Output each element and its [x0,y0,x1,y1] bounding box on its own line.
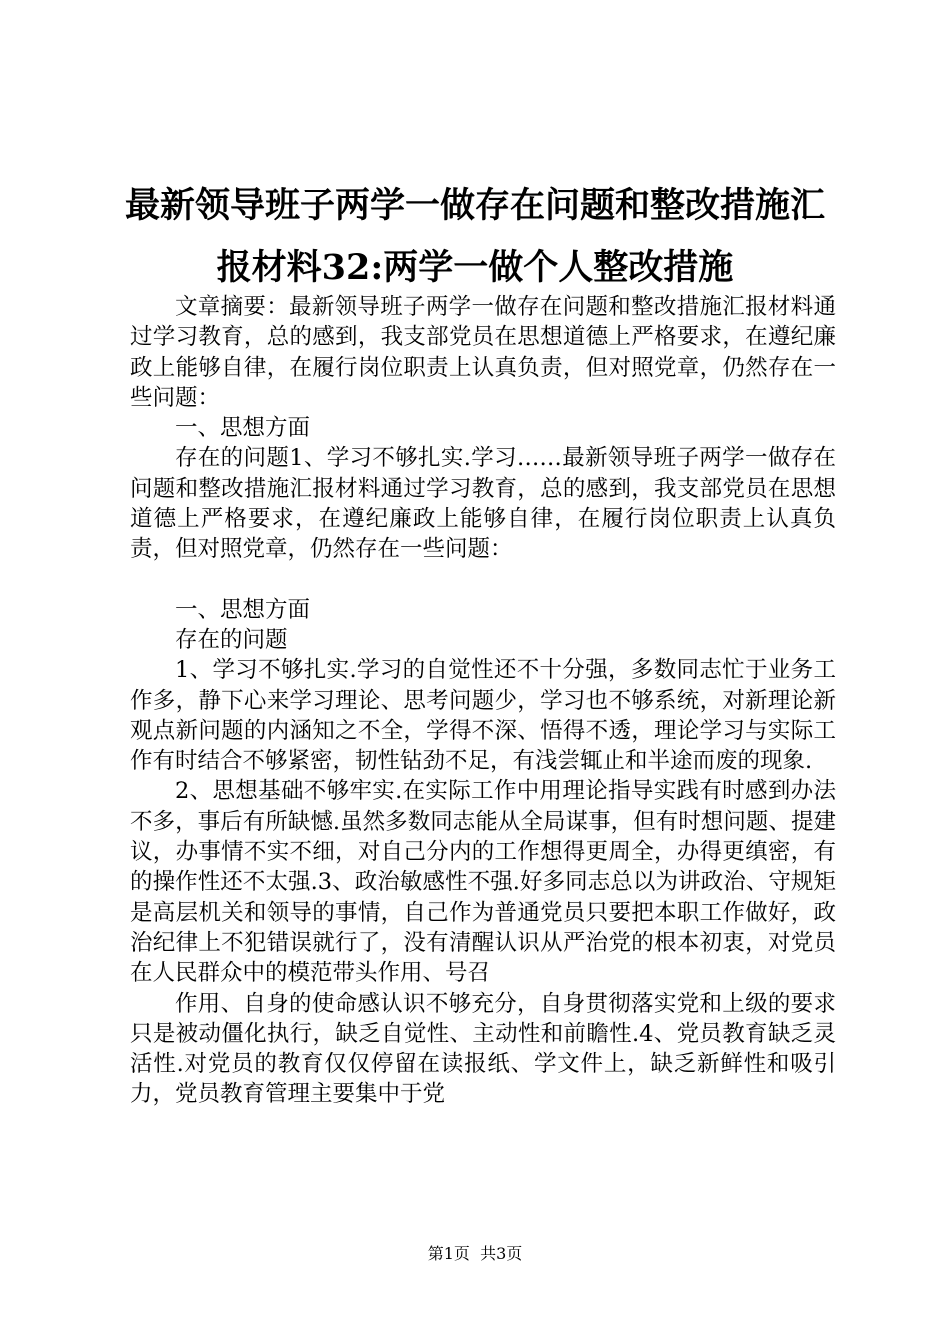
page-total: 共3页 [480,1244,523,1263]
page-number: 第1页 [427,1244,470,1263]
section-heading: 一、思想方面 [175,415,311,442]
abstract-paragraph: 文章摘要：最新领导班子两学一做存在问题和整改措施汇报材料通过学习教育，总的感到，我支部党员在思想道德上严格要求，在遵纪廉政上能够自律，在履行岗位职责上认真负责，但对照党章，仍然存在一些问题： [130,294,836,411]
document-title-line-2: 报材料32:两学一做个人整改措施 [216,247,734,288]
body-paragraph: 作用、自身的使命感认识不够充分，自身贯彻落实党和上级的要求只是被动僵化执行，缺乏自觉性、主动性和前瞻性.4、党员教育缺乏灵活性.对党员的教育仅仅停留在读报纸、学文件上，缺乏新鲜性和吸引力，党员教育管理主要集中于党 [130,990,836,1108]
body-paragraph: 存在的问题1、学习不够扎实.学习……最新领导班子两学一做存在问题和整改措施汇报材料通过学习教育，总的感到，我支部党员在思想道德上严格要求，在遵纪廉政上能够自律，在履行岗位职责上认真负责，但对照党章，仍然存在一些问题： [130,445,836,563]
document-title-line-1: 最新领导班子两学一做存在问题和整改措施汇 [124,185,825,226]
document-body [130,292,836,1110]
body-paragraph: 1、学习不够扎实.学习的自觉性还不十分强，多数同志忙于业务工作多，静下心来学习理论、思考问题少，学习也不够系统，对新理论新观点新问题的内涵知之不全，学得不深、悟得不透，理论学习与实际工作有时结合不够紧密，韧性钻劲不足，有浅尝辄止和半途而废的现象. [130,657,836,775]
section-heading: 一、思想方面 [175,596,311,623]
body-paragraph: 2、思想基础不够牢实.在实际工作中用理论指导实践有时感到办法不多，事后有所缺憾.虽然多数同志能从全局谋事，但有时想问题、提建议，办事情不实不细，对自己分内的工作想得更周全，办得更缜密，有的操作性还不太强.3、政治敏感性不强.好多同志总以为讲政治、守规矩是高层机关和领导的事情，自己作为普通党员只要把本职工作做好，政治纪律上不犯错误就行了，没有清醒认识从严治党的根本初衷，对党员在人民群众中的模范带头作用、号召 [130,778,836,987]
subsection-heading: 存在的问题 [175,626,288,653]
page-footer [0,1243,950,1265]
